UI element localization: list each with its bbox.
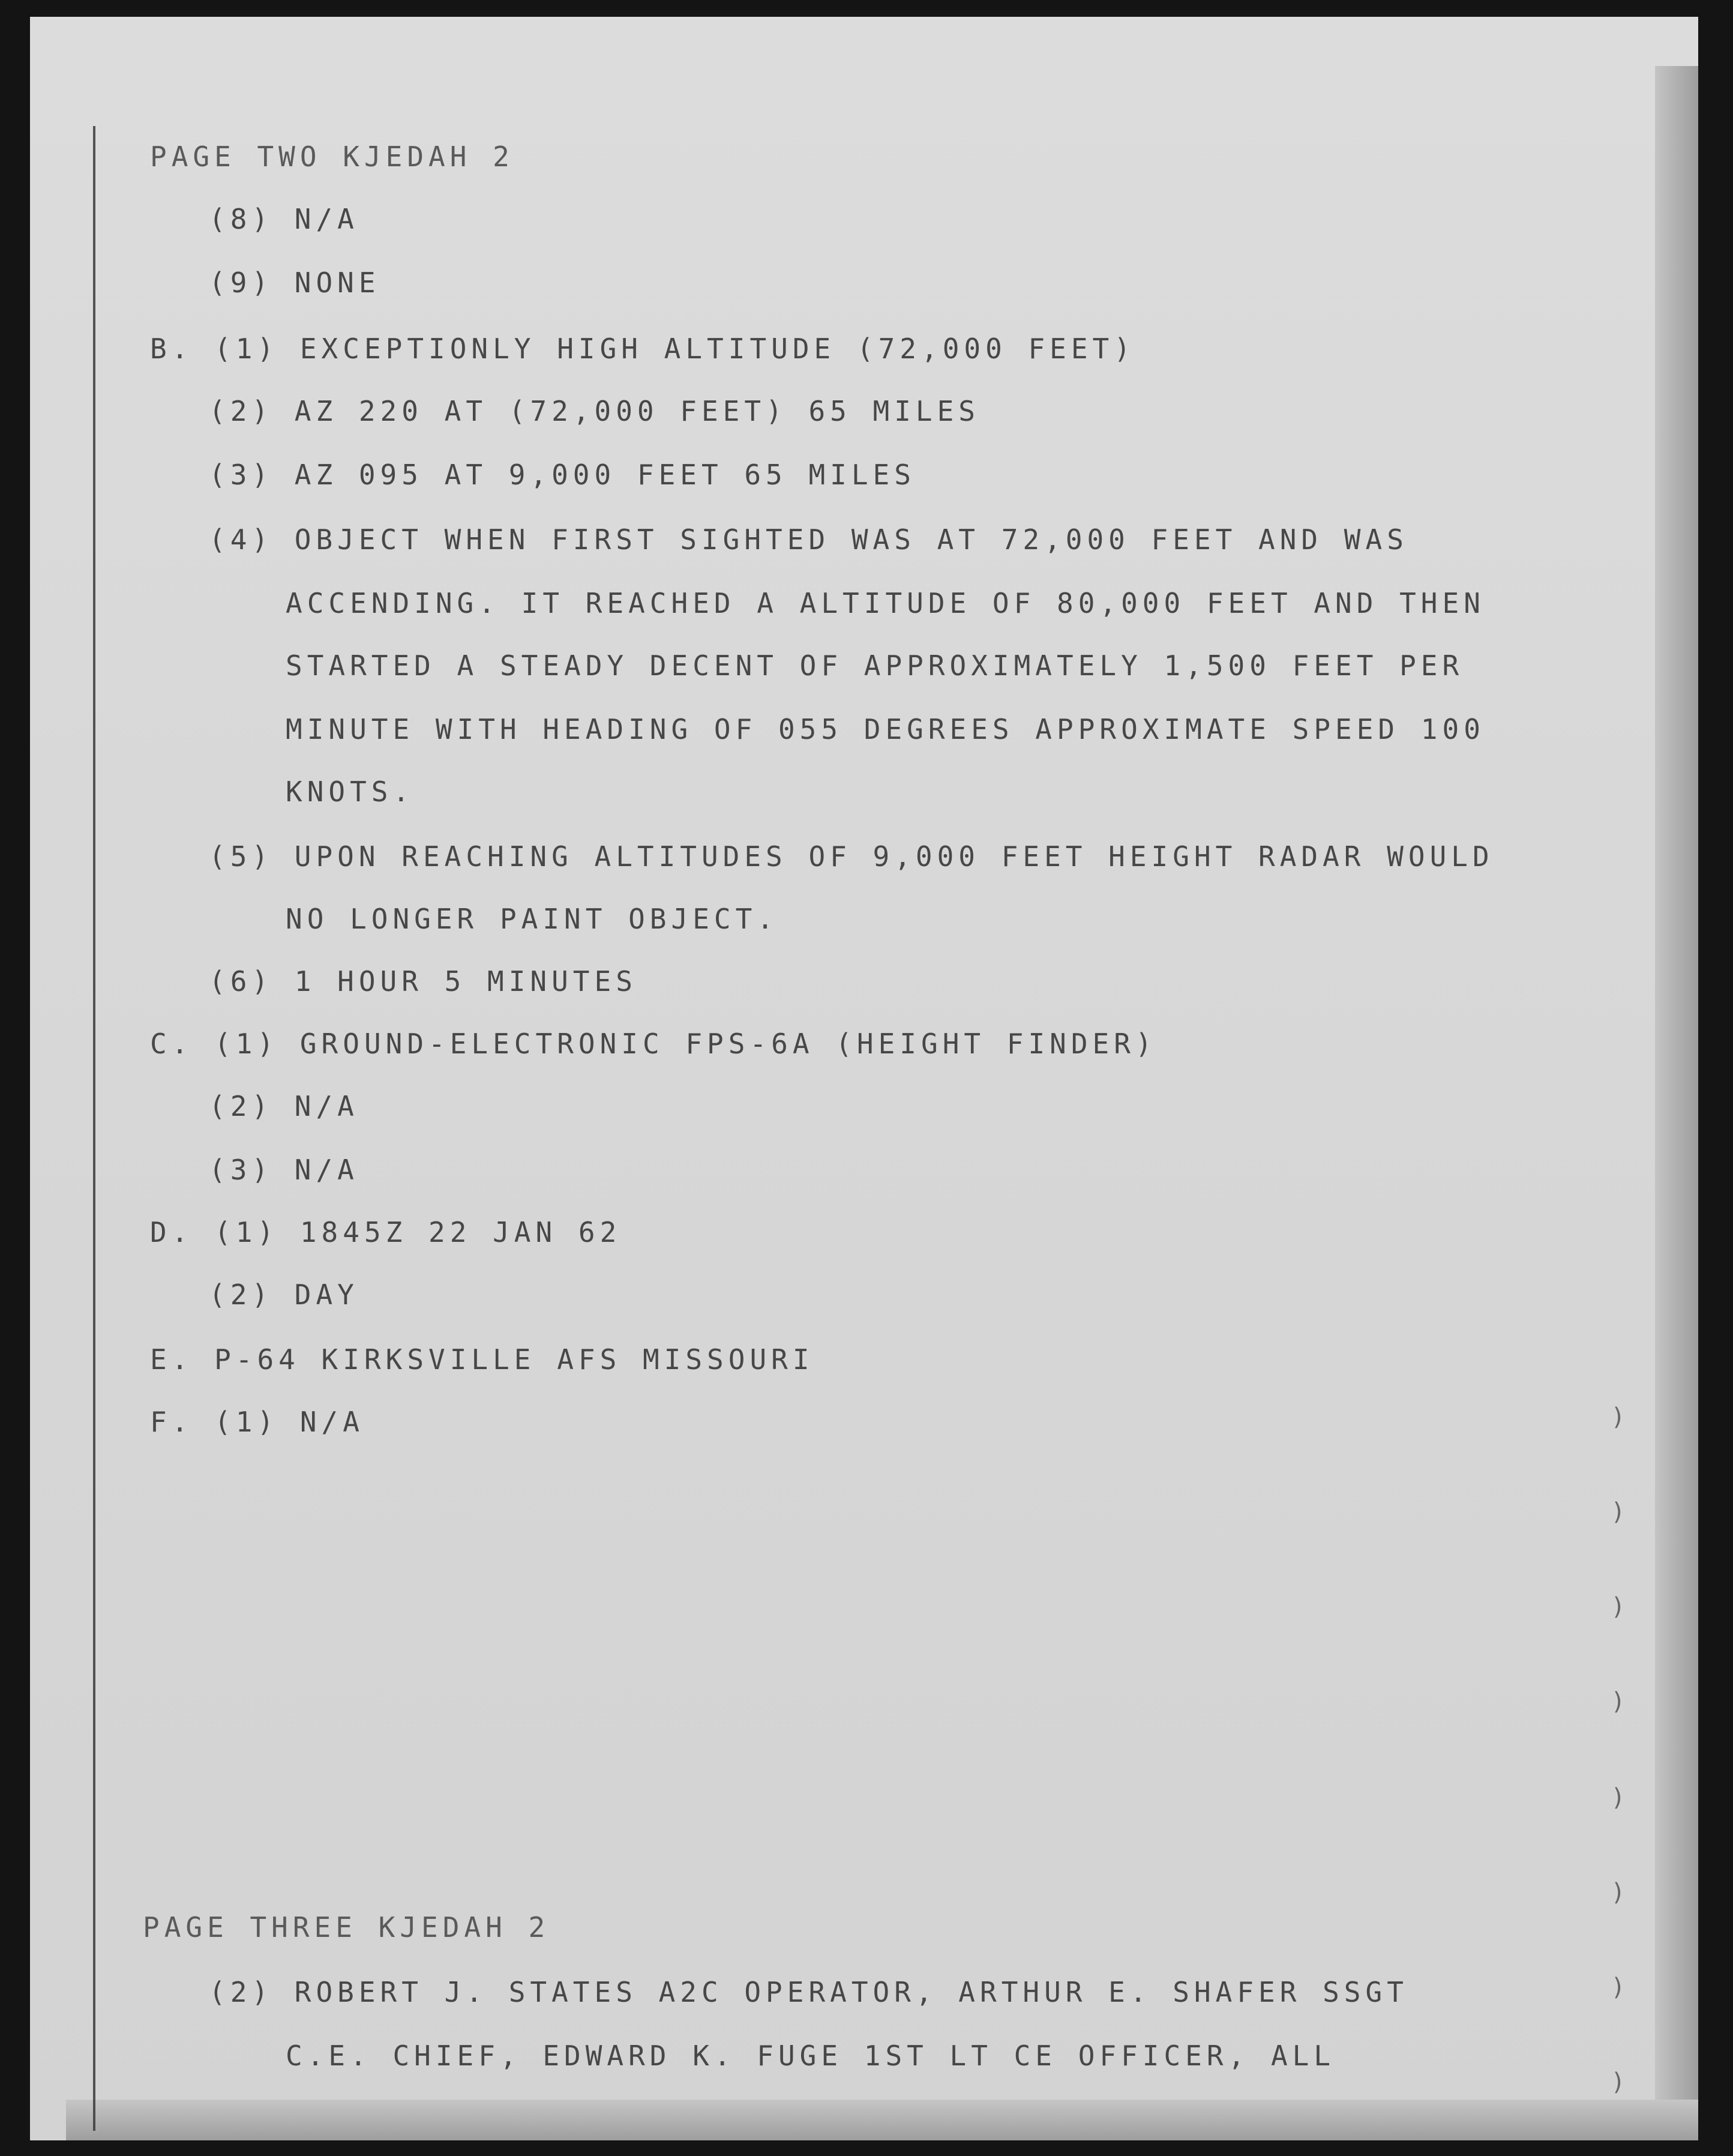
item-b-1: B. (1) EXCEPTIONLY HIGH ALTITUDE (72,000 FEET) (150, 333, 1135, 365)
item-three-2-cont: C.E. CHIEF, EDWARD K. FUGE 1ST LT CE OFFICER, ALL (286, 2040, 1336, 2072)
item-b-4-cont-4: KNOTS. (286, 775, 415, 808)
item-c-2: (2) N/A (209, 1090, 359, 1122)
margin-line (93, 126, 95, 2131)
item-b-3: (3) AZ 095 AT 9,000 FEET 65 MILES (209, 459, 916, 491)
page-edge-shadow-bottom (66, 2100, 1698, 2140)
item-three-2: (2) ROBERT J. STATES A2C OPERATOR, ARTHUR E. SHAFER SSGT (209, 1976, 1408, 2008)
item-d-2: (2) DAY (209, 1278, 359, 1311)
item-b-6: (6) 1 HOUR 5 MINUTES (209, 965, 637, 998)
feed-hole-mark: ) (1613, 1974, 1623, 2001)
item-a-8: (8) N/A (209, 203, 359, 235)
page-three-header: PAGE THREE KJEDAH 2 (143, 1911, 550, 1944)
page-two-header: PAGE TWO KJEDAH 2 (150, 140, 514, 173)
feed-hole-mark: ) (1613, 1784, 1623, 1811)
item-c-1: C. (1) GROUND-ELECTRONIC FPS-6A (HEIGHT FINDER) (150, 1028, 1157, 1060)
feed-hole-mark: ) (1613, 1593, 1623, 1621)
item-b-5: (5) UPON REACHING ALTITUDES OF 9,000 FEET HEIGHT RADAR WOULD (209, 840, 1494, 873)
page-edge-shadow-right (1655, 66, 1698, 2131)
feed-hole-mark: ) (1613, 1879, 1623, 1906)
item-b-2: (2) AZ 220 AT (72,000 FEET) 65 MILES (209, 395, 980, 427)
item-b-4-cont-2: STARTED A STEADY DECENT OF APPROXIMATELY 1,500 FEET PER (286, 649, 1464, 682)
item-b-4-cont-1: ACCENDING. IT REACHED A ALTITUDE OF 80,000 FEET AND THEN (286, 587, 1485, 619)
item-b-5-cont: NO LONGER PAINT OBJECT. (286, 903, 778, 935)
item-d-1: D. (1) 1845Z 22 JAN 62 (150, 1216, 622, 1248)
feed-hole-mark: ) (1613, 1403, 1623, 1431)
feed-hole-mark: ) (1613, 1498, 1623, 1526)
item-c-3: (3) N/A (209, 1154, 359, 1186)
item-b-4-cont-3: MINUTE WITH HEADING OF 055 DEGREES APPROXIMATE SPEED 100 (286, 713, 1485, 745)
item-a-9: (9) NONE (209, 266, 380, 299)
feed-hole-mark: ) (1613, 2068, 1623, 2096)
item-b-4: (4) OBJECT WHEN FIRST SIGHTED WAS AT 72,000 FEET AND WAS (209, 523, 1408, 556)
item-e: E. P-64 KIRKSVILLE AFS MISSOURI (150, 1343, 814, 1376)
item-f-1: F. (1) N/A (150, 1406, 364, 1438)
feed-hole-mark: ) (1613, 1688, 1623, 1715)
